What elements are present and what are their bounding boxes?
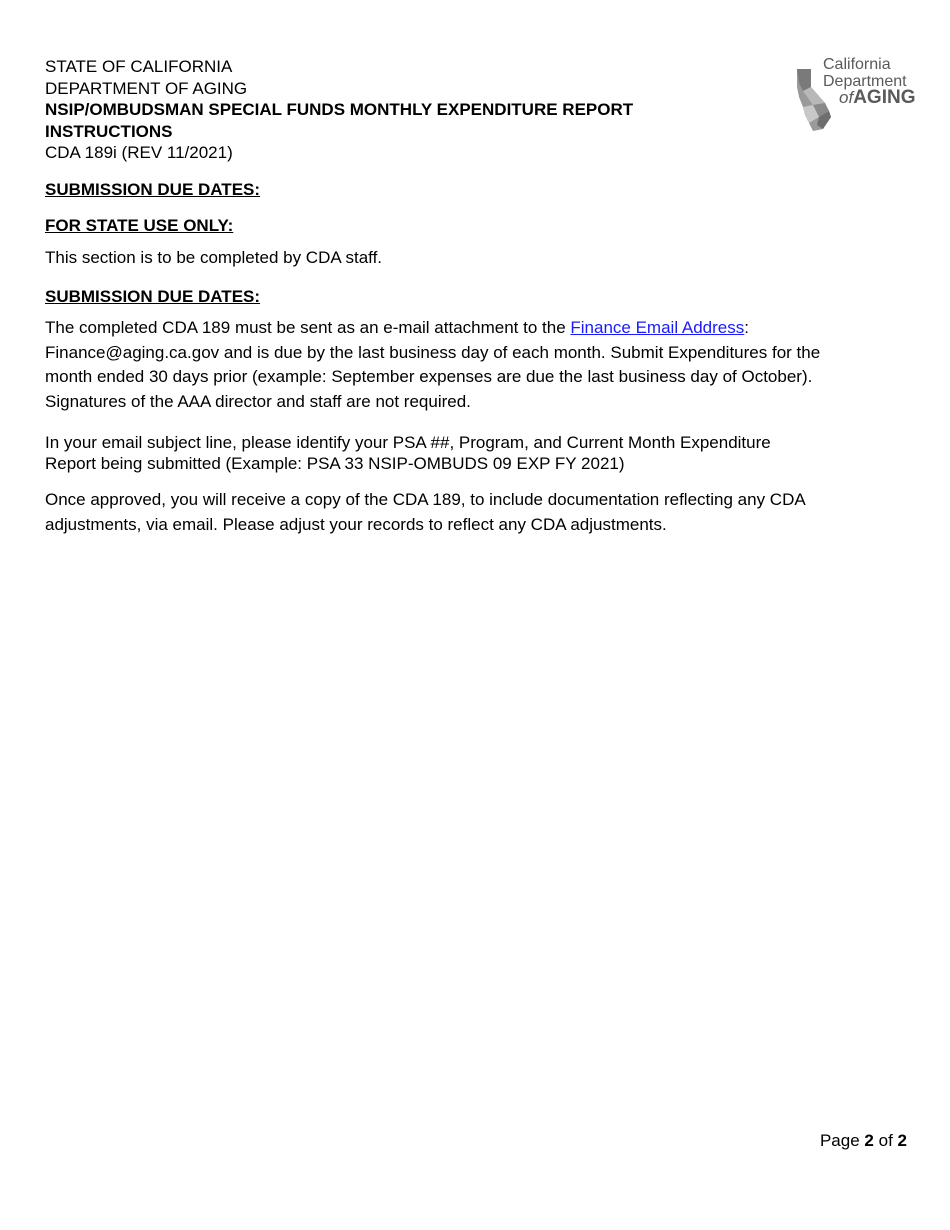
page-of-label: of: [878, 1131, 893, 1150]
finance-email-link[interactable]: Finance Email Address: [570, 318, 745, 337]
approval-line-2: adjustments, via email. Please adjust your records to reflect any CDA adjustments.: [45, 514, 667, 534]
submission-line-2: Finance@aging.ca.gov and is due by the last business day of each month. Submit Expenditures for the: [45, 342, 821, 362]
logo-text-of: of: [839, 88, 854, 107]
form-number: CDA 189i (REV 11/2021): [45, 143, 233, 162]
submission-line-4: Signatures of the AAA director and staff are not required.: [45, 391, 471, 411]
submission-text-after-link: :: [744, 318, 749, 337]
logo-text-aging: [839, 89, 915, 106]
email-subject-line-1: In your email subject line, please identify your PSA ##, Program, and Current Month Expenditure: [45, 433, 771, 452]
total-pages: 2: [897, 1131, 907, 1150]
logo-text-aging-word: AGING: [853, 87, 916, 108]
approval-paragraph: [45, 488, 907, 537]
page-label: Page: [819, 1131, 860, 1150]
state-use-only-heading: FOR STATE USE ONLY:: [45, 216, 234, 235]
report-subtitle: INSTRUCTIONS: [45, 121, 173, 141]
page-number: [820, 1130, 907, 1152]
logo-text-california: California: [823, 56, 891, 73]
submission-line-3: month ended 30 days prior (example: September expenses are due the last business day of October).: [45, 367, 813, 386]
current-page: 2: [864, 1131, 874, 1150]
department-name: DEPARTMENT OF AGING: [45, 78, 248, 98]
state-use-text: This section is to be completed by CDA staff.: [45, 248, 383, 267]
submission-due-dates-heading-2: SUBMISSION DUE DATES:: [45, 287, 261, 306]
approval-line-1: Once approved, you will receive a copy of the CDA 189, to include documentation reflecting any CDA: [45, 490, 806, 509]
submission-text-before-link: The completed CDA 189 must be sent as an e-mail attachment to the: [45, 318, 571, 337]
document-header: [45, 56, 745, 164]
document-page: [45, 0, 916, 1230]
email-subject-paragraph: [45, 432, 907, 474]
report-title: NSIP/OMBUDSMAN SPECIAL FUNDS MONTHLY EXPENDITURE REPORT: [45, 100, 634, 119]
submission-line-1: [45, 316, 907, 341]
logo-text-department: Department: [823, 73, 907, 90]
email-subject-line-2: Report being submitted (Example: PSA 33 NSIP-OMBUDS 09 EXP FY 2021): [45, 454, 625, 473]
state-name: STATE OF CALIFORNIA: [45, 57, 233, 76]
cda-logo: [795, 55, 925, 133]
submission-due-dates-heading-1: SUBMISSION DUE DATES:: [45, 180, 261, 199]
submission-paragraph: [45, 316, 907, 414]
